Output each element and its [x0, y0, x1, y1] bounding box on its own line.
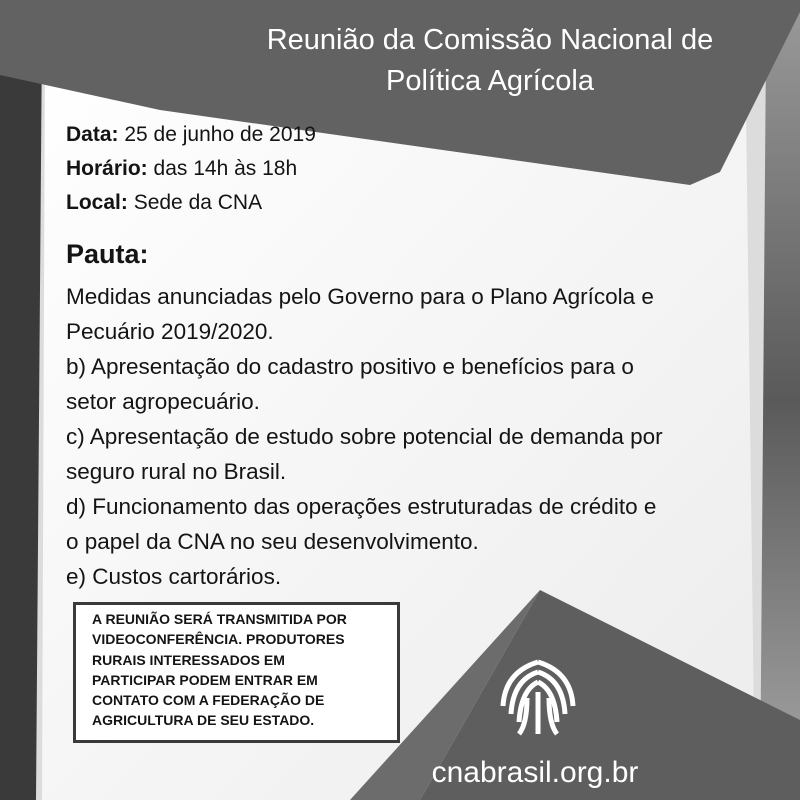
notice-line: CONTATO COM A FEDERAÇÃO DE — [92, 692, 325, 709]
place-label: Local: — [66, 191, 128, 214]
notice-line: AGRICULTURA DE SEU ESTADO. — [92, 712, 315, 729]
notice-line: PARTICIPAR PODEM ENTRAR EM — [92, 671, 318, 688]
agenda-line: e) Custos cartorários. — [66, 564, 282, 589]
agenda-line: o papel da CNA no seu desenvolvimento. — [66, 529, 479, 554]
agenda-line: c) Apresentação de estudo sobre potencial de demanda por — [66, 424, 663, 449]
time-label: Horário: — [66, 157, 148, 180]
agenda-line: setor agropecuário. — [66, 389, 260, 414]
date-value: 25 de junho de 2019 — [124, 123, 316, 146]
agenda-line: seguro rural no Brasil. — [66, 459, 287, 484]
date-label: Data: — [66, 123, 119, 146]
agenda-line: b) Apresentação do cadastro positivo e benefícios para o — [66, 354, 634, 379]
meeting-details — [66, 118, 316, 220]
title-line-1: Reunião da Comissão Nacional de — [266, 24, 714, 56]
agenda-line: Pecuário 2019/2020. — [66, 319, 274, 344]
notice-line: VIDEOCONFERÊNCIA. PRODUTORES — [92, 631, 345, 648]
notice-line: RURAIS INTERESSADOS EM — [92, 651, 285, 668]
agenda-heading: Pauta: — [66, 239, 149, 269]
notice-text — [92, 609, 347, 731]
agenda-line: Medidas anunciadas pelo Governo para o Plano Agrícola e — [66, 284, 654, 309]
place-value: Sede da CNA — [133, 191, 263, 214]
date-row — [66, 118, 316, 152]
title-line-2: Política Agrícola — [386, 65, 594, 97]
place-row — [66, 186, 316, 220]
website-link[interactable]: cnabrasil.org.br — [431, 756, 639, 789]
agenda-line: d) Funcionamento das operações estruturadas de crédito e — [66, 494, 657, 519]
page-title — [180, 20, 800, 102]
time-row — [66, 152, 316, 186]
notice-line: A REUNIÃO SERÁ TRANSMITIDA POR — [92, 611, 347, 627]
agenda-list — [66, 279, 756, 594]
time-value: das 14h às 18h — [153, 157, 298, 180]
videoconference-notice — [73, 602, 400, 743]
